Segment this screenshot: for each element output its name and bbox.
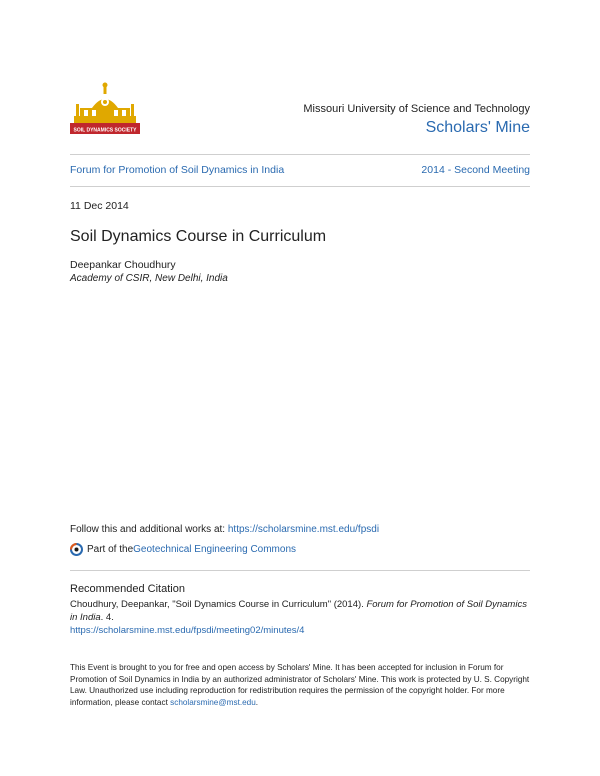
logo-text: SOIL DYNAMICS SOCIETY [73,127,137,134]
citation-body [70,598,530,637]
part-of-line [70,543,296,556]
institution-name: Missouri University of Science and Technology [303,103,530,115]
citation-url-link[interactable]: https://scholarsmine.mst.edu/fpsdi/meeting02/minutes/4 [70,625,305,636]
repository-link[interactable]: Scholars' Mine [425,119,530,136]
author-affiliation: Academy of CSIR, New Delhi, India [70,273,228,284]
citation-number: . 4. [100,612,114,623]
part-of-prefix: Part of the [87,544,134,555]
follow-line [70,524,379,535]
publication-date: 11 Dec 2014 [70,200,129,212]
notice-end: . [255,697,259,707]
access-notice [70,662,530,708]
article-title: Soil Dynamics Course in Curriculum [70,228,327,245]
divider [70,570,530,571]
citation-heading: Recommended Citation [70,583,185,595]
citation-text: Choudhury, Deepankar, "Soil Dynamics Course in Curriculum" (2014). [70,599,367,610]
temple-logo-icon [70,82,140,134]
contact-email-link[interactable]: scholarsmine@mst.edu [170,697,256,707]
follow-url-link[interactable]: https://scholarsmine.mst.edu/fpsdi [227,524,380,535]
divider [70,186,530,187]
citation-journal: Forum for Promotion of Soil Dynamics in India [70,599,527,623]
divider [70,154,530,155]
notice-text: This Event is brought to you for free and open access by Scholars' Mine. It has been accepted for inclusion in Forum for Promotion of Soil Dynamics in India by an authorized administrator of Scholars' Mine. This work is protected by U. S. Copyright Law. Unauthorized use including reproduction for redistribution requires the permission of the copyright holder. For more information, please contact [70,663,530,707]
commons-link[interactable]: Geotechnical Engineering Commons [133,544,297,555]
meeting-link[interactable]: 2014 - Second Meeting [421,164,530,176]
society-logo [70,82,140,134]
series-link[interactable]: Forum for Promotion of Soil Dynamics in India [70,164,285,176]
author-name: Deepankar Choudhury [70,259,176,271]
commons-network-icon [70,543,83,556]
follow-prefix: Follow this and additional works at: [70,524,228,535]
